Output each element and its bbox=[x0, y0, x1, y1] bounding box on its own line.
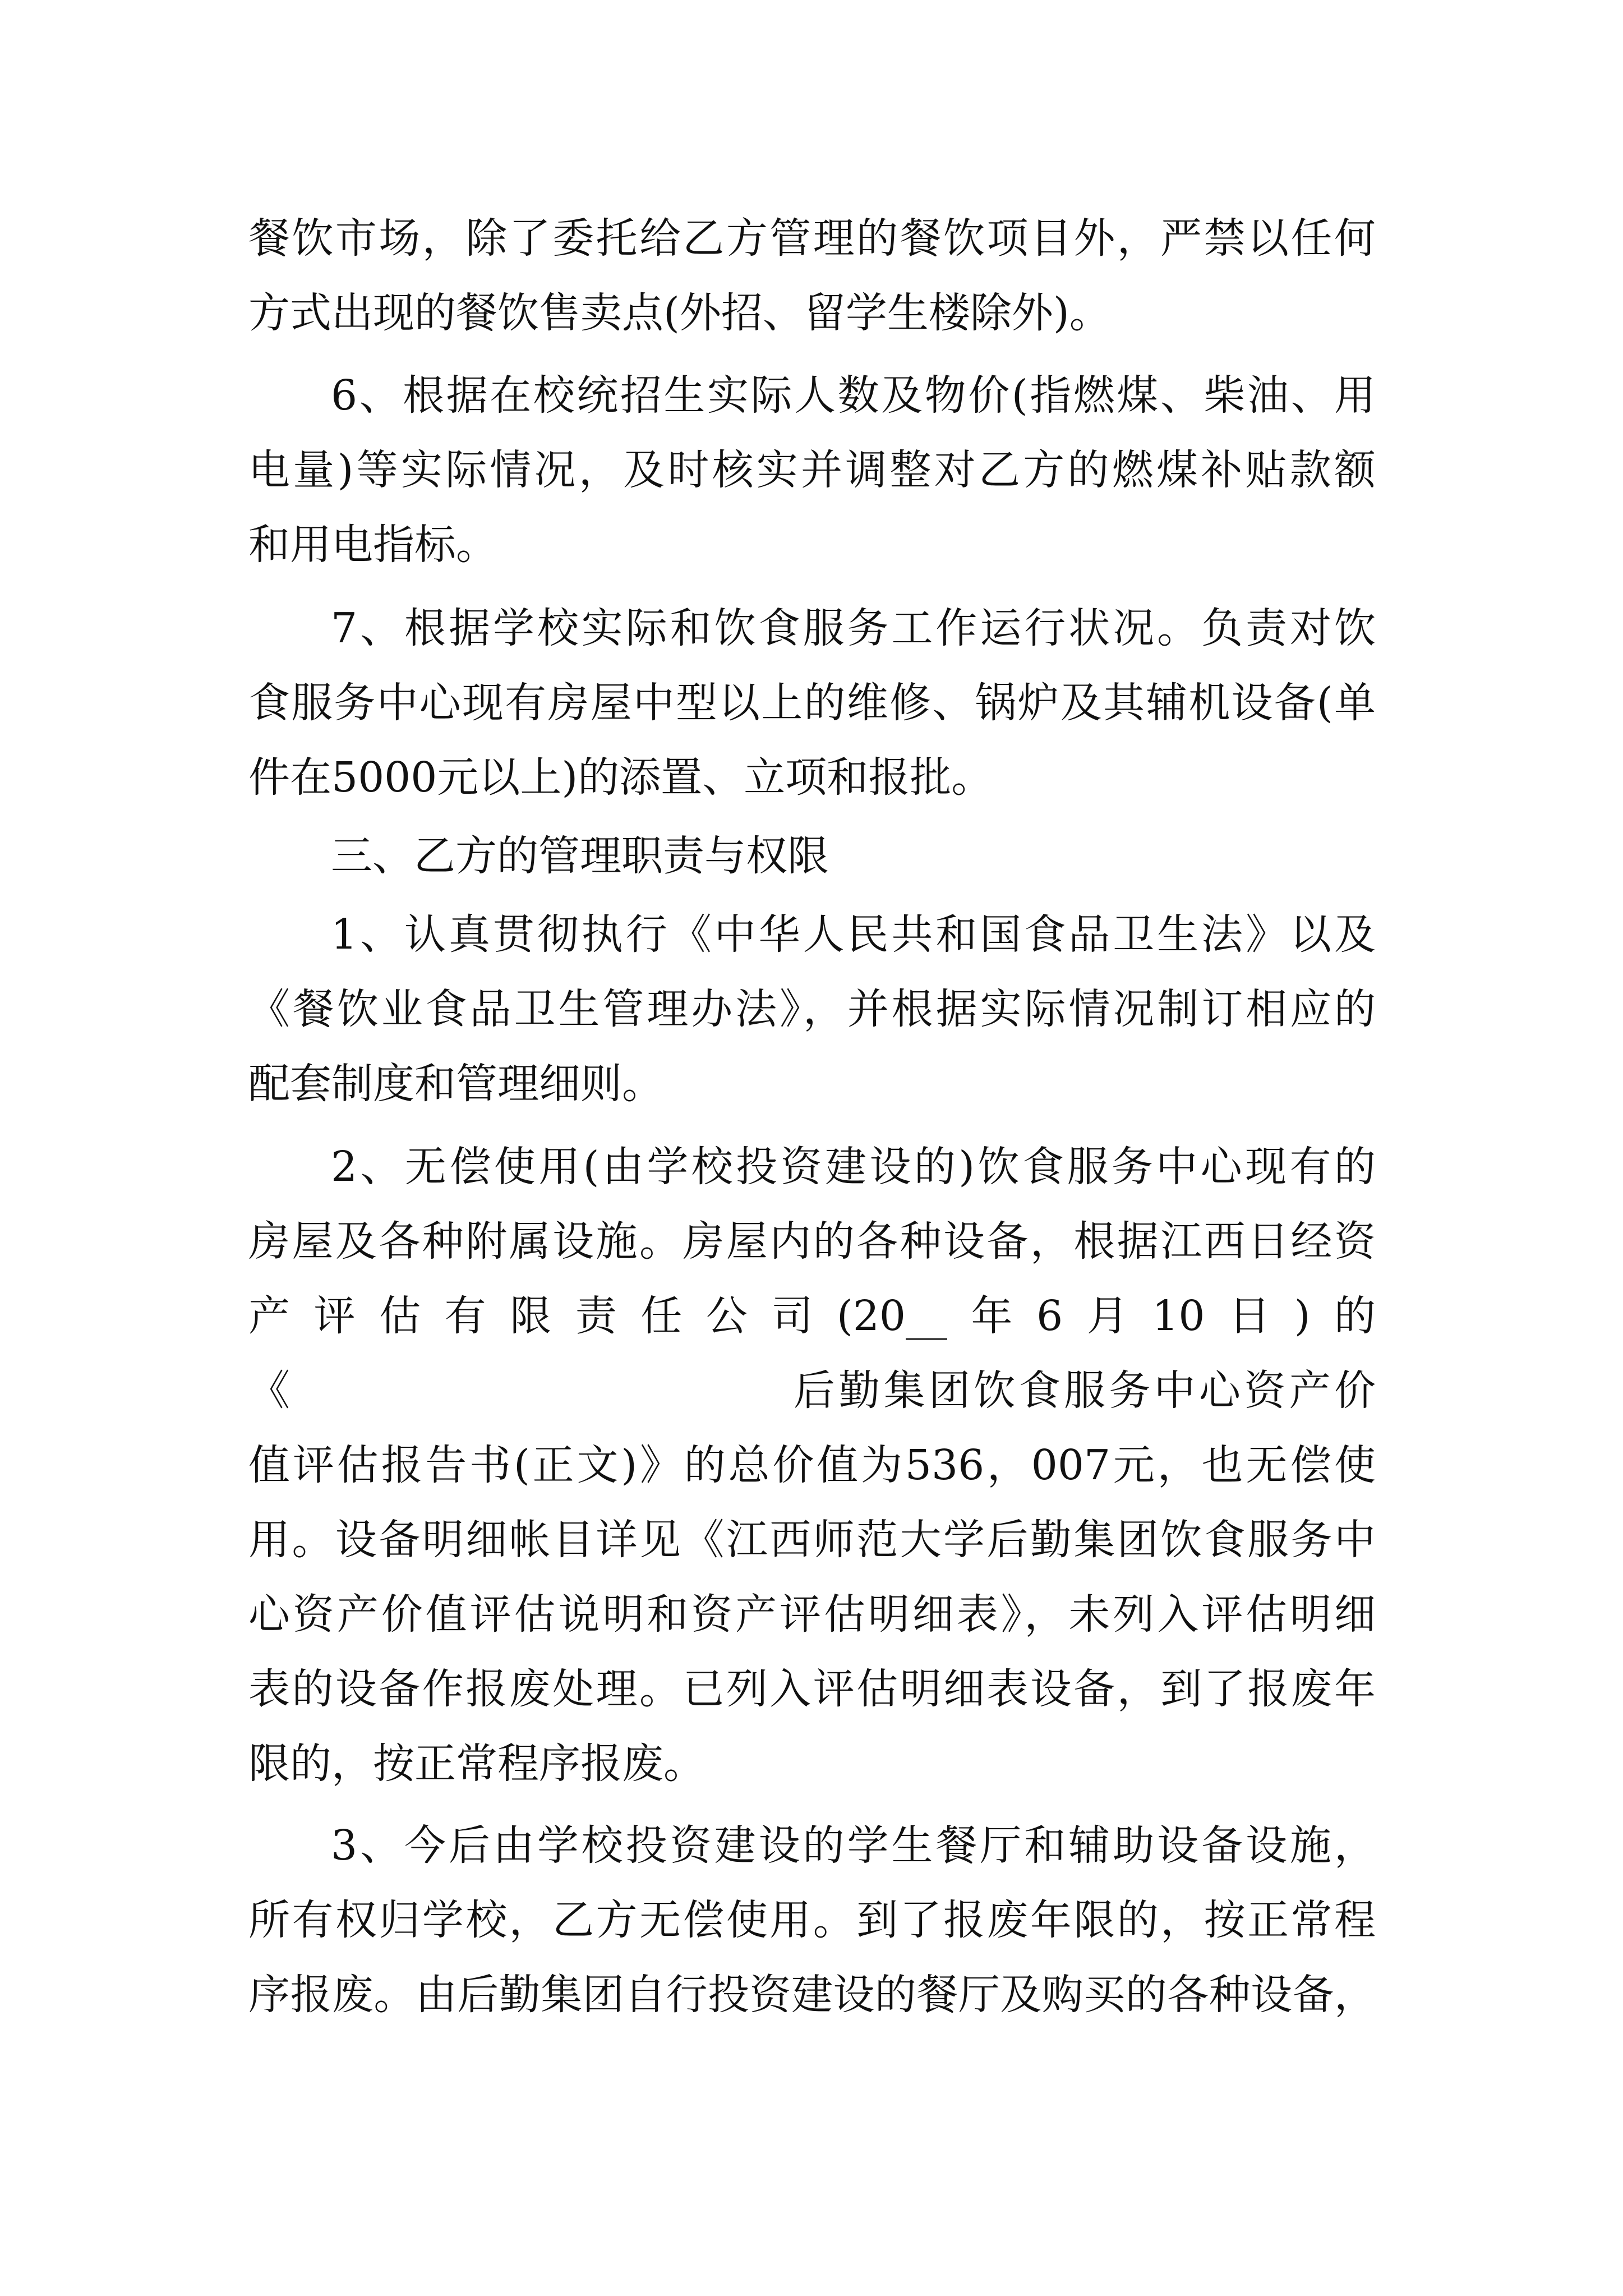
text-line: 表的设备作报废处理。已列入评估明细表设备，到了报废年 bbox=[248, 1665, 1376, 1713]
text-line: 件在5000元以上)的添置、立项和报批。 bbox=[248, 753, 993, 802]
section-heading: 三、乙方的管理职责与权限 bbox=[331, 832, 829, 880]
text-line: 所有权归学校，乙方无偿使用。到了报废年限的，按正常程 bbox=[248, 1896, 1376, 1944]
text-line: 2、无偿使用(由学校投资建设的)饮食服务中心现有的 bbox=[331, 1143, 1376, 1191]
text-line: 《餐饮业食品卫生管理办法》，并根据实际情况制订相应的 bbox=[248, 985, 1376, 1033]
text-line: 餐饮市场，除了委托给乙方管理的餐饮项目外，严禁以任何 bbox=[248, 214, 1376, 263]
text-line: 后勤集团饮食服务中心资产价 bbox=[794, 1366, 1376, 1415]
text-line: 配套制度和管理细则。 bbox=[248, 1060, 663, 1108]
text-line: 值评估报告书(正文)》的总价值为536，007元，也无偿使 bbox=[248, 1441, 1376, 1489]
text-line: 《 bbox=[248, 1366, 290, 1415]
text-line: 产评估有限责任公司(20__年6月10日)的 bbox=[248, 1292, 1376, 1340]
text-line: 3、今后由学校投资建设的学生餐厅和辅助设备设施， bbox=[331, 1821, 1376, 1870]
text-line: 1、认真贯彻执行《中华人民共和国食品卫生法》以及 bbox=[331, 910, 1376, 959]
text-line: 7、根据学校实际和饮食服务工作运行状况。负责对饮 bbox=[331, 604, 1376, 652]
text-line: 方式出现的餐饮售卖点(外招、留学生楼除外)。 bbox=[248, 289, 1111, 337]
text-line: 房屋及各种附属设施。房屋内的各种设备，根据江西日经资 bbox=[248, 1217, 1376, 1266]
text-line: 食服务中心现有房屋中型以上的维修、锅炉及其辅机设备(单 bbox=[248, 679, 1376, 727]
text-line: 序报废。由后勤集团自行投资建设的餐厅及购买的各种设备， bbox=[248, 1971, 1376, 2019]
text-line: 心资产价值评估说明和资产评估明细表》，未列入评估明细 bbox=[248, 1590, 1376, 1639]
text-line: 和用电指标。 bbox=[248, 521, 497, 569]
text-line: 限的，按正常程序报废。 bbox=[248, 1740, 705, 1788]
text-line: 电量)等实际情况，及时核实并调整对乙方的燃煤补贴款额 bbox=[248, 446, 1376, 494]
text-line: 用。设备明细帐目详见《江西师范大学后勤集团饮食服务中 bbox=[248, 1516, 1376, 1564]
text-line: 6、根据在校统招生实际人数及物价(指燃煤、柴油、用 bbox=[331, 371, 1376, 420]
